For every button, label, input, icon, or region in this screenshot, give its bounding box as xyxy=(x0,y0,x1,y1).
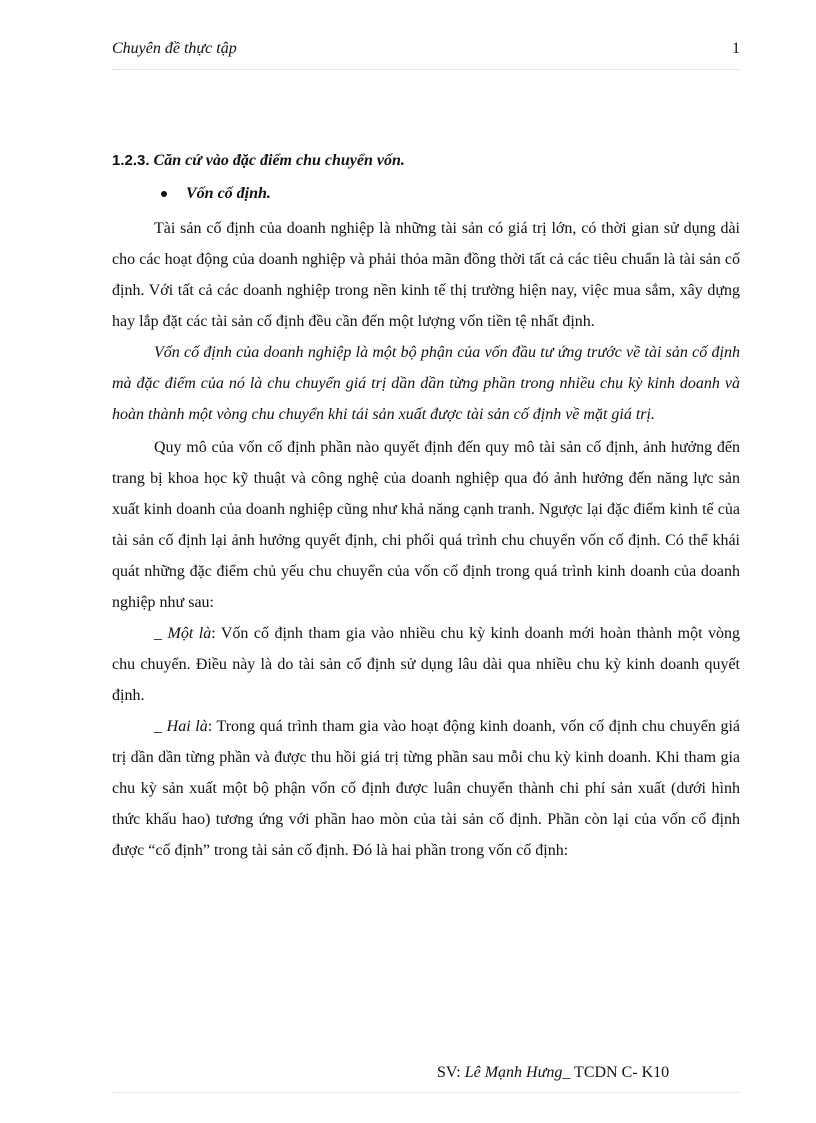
bullet-label: Vốn cố định. xyxy=(186,185,271,202)
paragraph-point-one xyxy=(112,618,740,711)
section-number: 1.2.3. xyxy=(112,152,150,169)
document-title: Chuyên đề thực tập xyxy=(112,40,237,57)
paragraph-definition: Vốn cố định của doanh nghiệp là một bộ phận của vốn đầu tư ứng trước về tài sản cố định mà đặc điểm của nó là chu chuyển giá trị dần dần từng phần trong nhiều chu kỳ kinh doanh và hoàn thành một vòng chu chuyển khi tái sản xuất được tài sản cố định về mặt giá trị. xyxy=(112,344,740,423)
bullet-dot-icon xyxy=(161,191,167,197)
header-divider xyxy=(112,69,740,70)
footer-prefix: SV: xyxy=(437,1064,465,1081)
paragraph-point-two xyxy=(112,711,740,866)
point-two-label: _ Hai là xyxy=(154,718,208,735)
page-body xyxy=(112,145,740,866)
point-one-text: : Vốn cố định tham gia vào nhiều chu kỳ kinh doanh mới hoàn thành một vòng chu chuyển. Điều này là do tài sản cố định sử dụng lâu dài qua nhiều chu kỳ kinh doanh quyết định. xyxy=(112,625,741,704)
footer-class: _ TCDN C- K10 xyxy=(562,1064,670,1081)
point-one-label: _ Một là xyxy=(154,625,212,642)
page-footer xyxy=(437,1064,669,1082)
section-heading xyxy=(112,145,740,176)
page-header xyxy=(112,40,740,64)
student-name: Lê Mạnh Hưng xyxy=(464,1064,563,1081)
bullet-item xyxy=(112,178,740,209)
point-two-text: : Trong quá trình tham gia vào hoạt động kinh doanh, vốn cố định chu chuyển giá trị dần dần từng phần và được thu hồi giá trị từng phần sau mỗi chu kỳ kinh doanh. Khi tham gia chu kỳ sản xuất một bộ phận vốn cố định được luân chuyển thành chi phí sản xuất (dưới hình thức khấu hao) tương ứng với phần hao mòn của tài sản cố định. Phần còn lại của vốn cố định được “cố định” trong tài sản cố định. Đó là hai phần trong vốn cố định: xyxy=(112,718,740,859)
section-title: Căn cứ vào đặc điểm chu chuyển vốn. xyxy=(153,152,405,169)
footer-divider xyxy=(112,1092,740,1093)
paragraph-fixed-assets: Tài sản cố định của doanh nghiệp là những tài sản có giá trị lớn, có thời gian sử dụng dài cho các hoạt động của doanh nghiệp và phải thỏa mãn đồng thời tất cả các tiêu chuẩn là tài sản cố định. Với tất cả các doanh nghiệp trong nền kinh tế thị trường hiện nay, việc mua sắm, xây dựng hay lắp đặt các tài sản cố định đều cần đến một lượng vốn tiền tệ nhất định. xyxy=(112,220,740,330)
paragraph-scale: Quy mô của vốn cố định phần nào quyết định đến quy mô tài sản cố định, ảnh hưởng đến trang bị khoa học kỹ thuật và công nghệ của doanh nghiệp qua đó ảnh hưởng đến năng lực sản xuất kinh doanh của doanh nghiệp cũng như khả năng cạnh tranh. Ngược lại đặc điểm kinh tế của tài sản cố định lại ảnh hưởng quyết định, chi phối quá trình chu chuyển vốn cố định. Có thể khái quát những đặc điểm chủ yếu chu chuyển của vốn cố định trong quá trình kinh doanh của doanh nghiệp như sau: xyxy=(112,439,740,611)
page-number: 1 xyxy=(732,40,740,57)
